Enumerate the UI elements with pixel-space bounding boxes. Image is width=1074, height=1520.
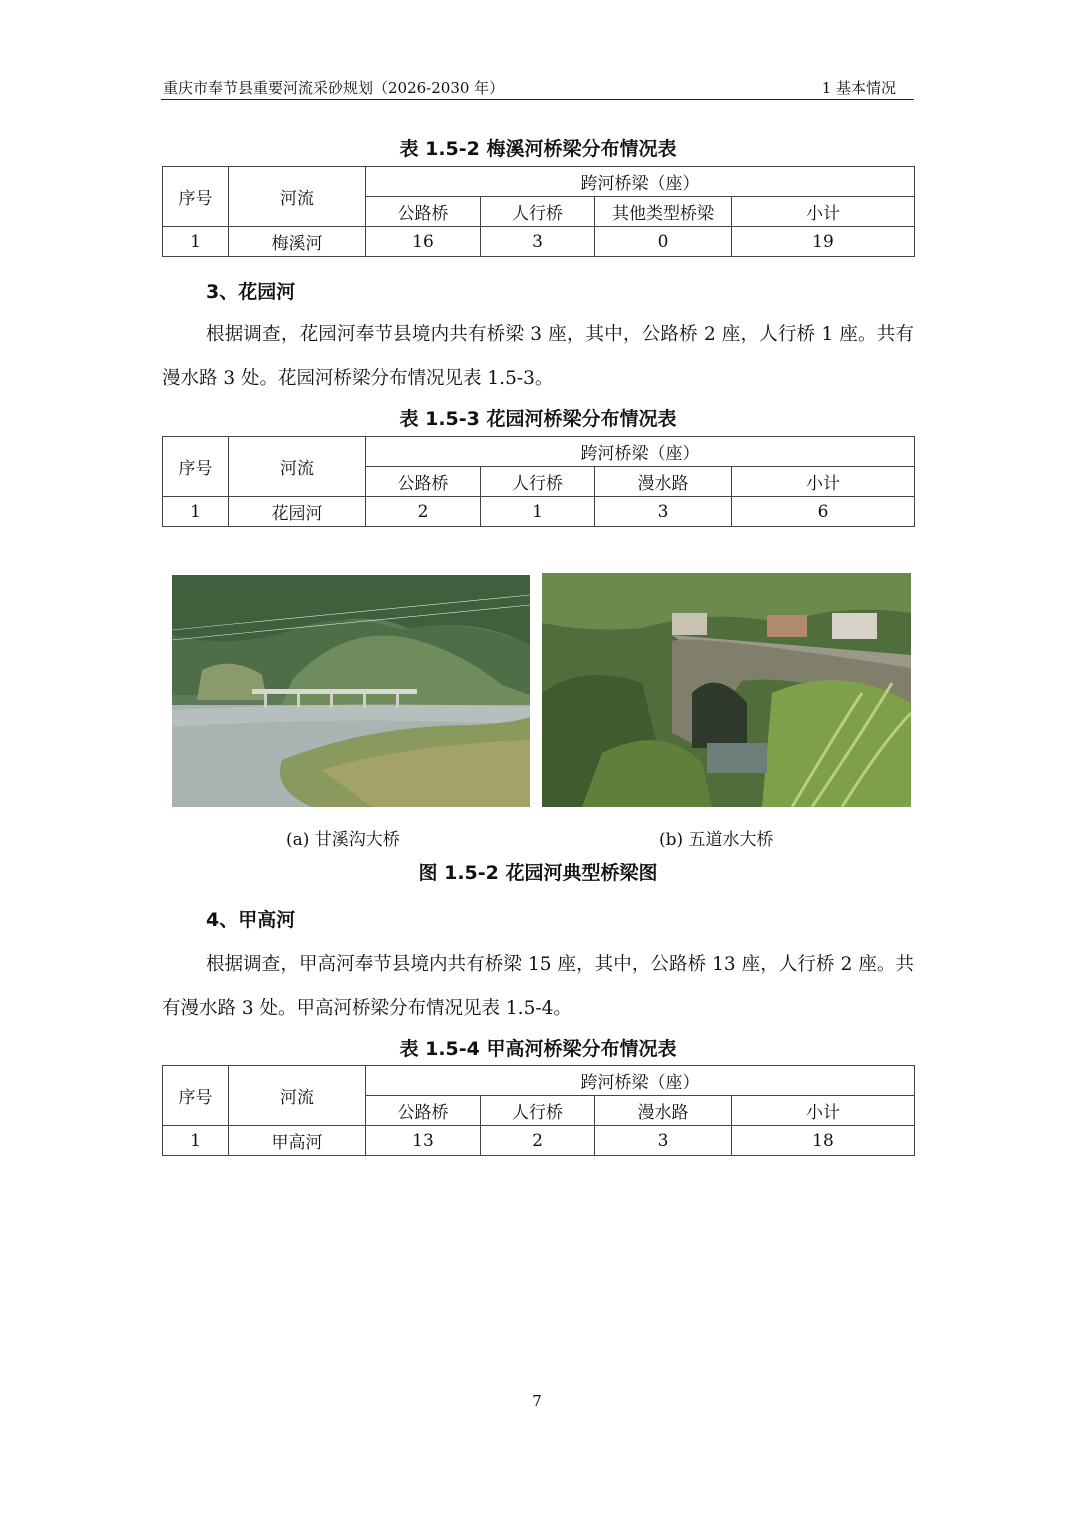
- photo-ganxigou-illustration: [172, 575, 530, 807]
- cell-pedestrian: 2: [481, 1126, 595, 1156]
- header-group: 跨河桥梁（座）: [366, 437, 915, 467]
- table-meixi-bridges: [162, 166, 915, 257]
- cell-highway: 16: [366, 227, 481, 257]
- table-jiagao-bridges: [162, 1065, 915, 1156]
- cell-river: 甲高河: [229, 1126, 366, 1156]
- table-row: [163, 1126, 915, 1156]
- cell-pedestrian: 3: [481, 227, 595, 257]
- page-number: 7: [532, 1392, 542, 1410]
- header-other: 其他类型桥梁: [595, 197, 732, 227]
- cell-subtotal: 18: [732, 1126, 915, 1156]
- header-index: 序号: [163, 1066, 229, 1126]
- header-subtotal: 小计: [732, 197, 915, 227]
- table-caption-1-5-2: 表 1.5-2 梅溪河桥梁分布情况表: [399, 138, 677, 160]
- cell-river: 花园河: [229, 497, 366, 527]
- section-title-3: 3、花园河: [206, 281, 296, 303]
- header-highway: 公路桥: [366, 467, 481, 497]
- header-ford: 漫水路: [595, 467, 732, 497]
- cell-index: 1: [163, 227, 229, 257]
- header-pedestrian: 人行桥: [481, 467, 595, 497]
- header-highway: 公路桥: [366, 197, 481, 227]
- header-group: 跨河桥梁（座）: [366, 167, 915, 197]
- cell-ford: 3: [595, 497, 732, 527]
- cell-index: 1: [163, 1126, 229, 1156]
- section-3-paragraph: [162, 313, 914, 401]
- header-rule: [161, 99, 914, 100]
- header-pedestrian: 人行桥: [481, 1096, 595, 1126]
- section-4-paragraph: [162, 943, 914, 1031]
- header-pedestrian: 人行桥: [481, 197, 595, 227]
- photo-ganxigou-bridge: [172, 575, 530, 807]
- header-subtotal: 小计: [732, 1096, 915, 1126]
- table-row: [163, 497, 915, 527]
- running-header-title: 重庆市奉节县重要河流采砂规划（2026-2030 年）: [163, 79, 505, 97]
- cell-river: 梅溪河: [229, 227, 366, 257]
- running-header-chapter: 1 基本情况: [821, 79, 896, 97]
- header-river: 河流: [229, 167, 366, 227]
- cell-highway: 13: [366, 1126, 481, 1156]
- table-row: [163, 227, 915, 257]
- figure-caption-1-5-2: 图 1.5-2 花园河典型桥梁图: [418, 862, 658, 884]
- table-caption-1-5-4: 表 1.5-4 甲高河桥梁分布情况表: [399, 1038, 677, 1060]
- cell-pedestrian: 1: [481, 497, 595, 527]
- cell-index: 1: [163, 497, 229, 527]
- header-river: 河流: [229, 1066, 366, 1126]
- figure-subcaption-a: (a) 甘溪沟大桥: [286, 830, 400, 850]
- photo-wudaoshui-illustration: [542, 573, 911, 807]
- header-index: 序号: [163, 437, 229, 497]
- cell-subtotal: 19: [732, 227, 915, 257]
- header-index: 序号: [163, 167, 229, 227]
- photo-wudaoshui-bridge: [542, 573, 911, 807]
- section-title-4: 4、甲高河: [206, 909, 296, 931]
- table-huayuan-bridges: [162, 436, 915, 527]
- header-subtotal: 小计: [732, 467, 915, 497]
- header-group: 跨河桥梁（座）: [366, 1066, 915, 1096]
- table-caption-1-5-3: 表 1.5-3 花园河桥梁分布情况表: [399, 408, 677, 430]
- paragraph-text: 根据调查，花园河奉节县境内共有桥梁 3 座，其中，公路桥 2 座，人行桥 1 座。共有漫水路 3 处。花园河桥梁分布情况见表 1.5-3。: [162, 324, 914, 389]
- header-river: 河流: [229, 437, 366, 497]
- cell-other: 0: [595, 227, 732, 257]
- header-ford: 漫水路: [595, 1096, 732, 1126]
- cell-subtotal: 6: [732, 497, 915, 527]
- paragraph-text: 根据调查，甲高河奉节县境内共有桥梁 15 座，其中，公路桥 13 座，人行桥 2 座。共有漫水路 3 处。甲高河桥梁分布情况见表 1.5-4。: [162, 954, 914, 1019]
- cell-ford: 3: [595, 1126, 732, 1156]
- header-highway: 公路桥: [366, 1096, 481, 1126]
- cell-highway: 2: [366, 497, 481, 527]
- figure-subcaption-b: (b) 五道水大桥: [659, 830, 774, 850]
